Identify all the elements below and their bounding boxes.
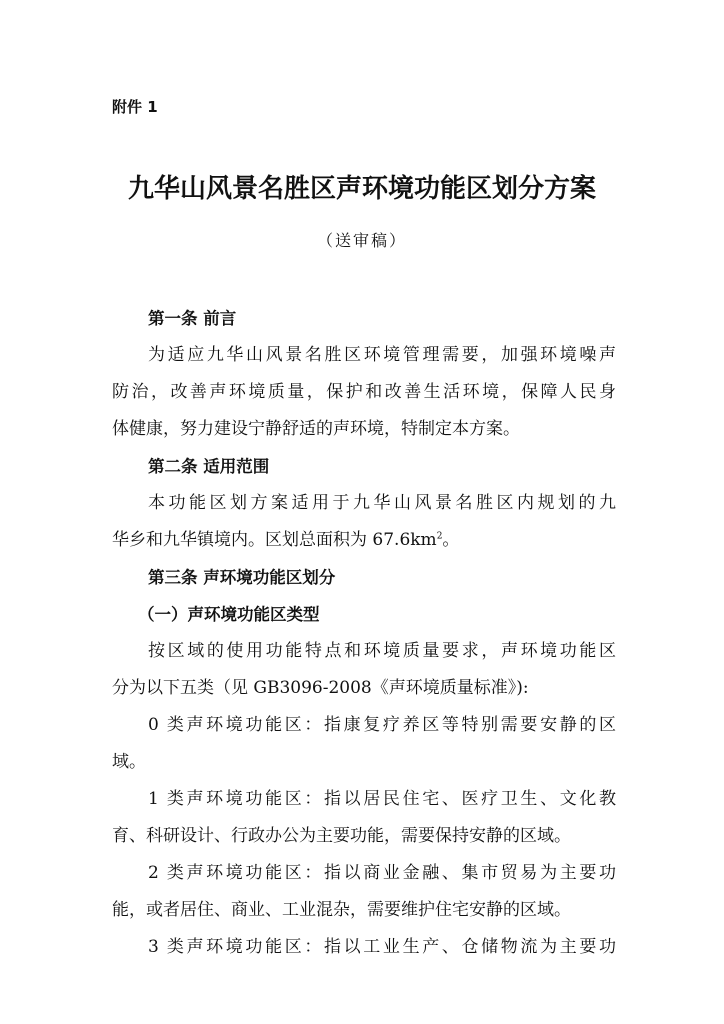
paragraph-line <box>112 522 616 559</box>
paragraph-line: 1 类声环境功能区：指以居民住宅、医疗卫生、文化教 <box>148 789 616 809</box>
document-subtitle: （送审稿） <box>316 231 407 250</box>
paragraph-line: 能，或者居住、商业、工业混杂，需要维护住宅安静的区域。 <box>112 900 571 920</box>
document-title: 九华山风景名胜区声环境功能区划分方案 <box>127 174 596 204</box>
paragraph-line: 防治，改善声环境质量，保护和改善生活环境，保障人民身 <box>112 382 616 402</box>
area-text: 华乡和九华镇境内。区划总面积为 67.6km <box>112 530 437 550</box>
paragraph-line: 体健康，努力建设宁静舒适的声环境，特制定本方案。 <box>112 419 520 439</box>
paragraph-line: 域。 <box>112 752 146 772</box>
paragraph-line: 3 类声环境功能区：指以工业生产、仓储物流为主要功 <box>148 937 616 957</box>
section-heading: 第二条 适用范围 <box>148 457 270 476</box>
paragraph-line: 本功能区划方案适用于九华山风景名胜区内规划的九 <box>148 493 616 513</box>
paragraph-line: 0 类声环境功能区：指康复疗养区等特别需要安静的区 <box>148 715 616 735</box>
attachment-label: 附件 1 <box>112 98 158 116</box>
document-body <box>112 300 616 966</box>
paragraph-line: 分为以下五类（见 GB3096-2008《声环境质量标准》): <box>112 678 529 698</box>
paragraph-line: 按区域的使用功能特点和环境质量要求，声环境功能区 <box>148 641 616 661</box>
paragraph-line: 2 类声环境功能区：指以商业金融、集市贸易为主要功 <box>148 863 616 883</box>
subsection-heading: （一）声环境功能区类型 <box>138 605 320 624</box>
section-heading: 第三条 声环境功能区划分 <box>148 568 336 587</box>
area-unit-superscript: 2 <box>436 531 443 542</box>
paragraph-line: 为适应九华山风景名胜区环境管理需要，加强环境噪声 <box>148 345 616 365</box>
paragraph-line: 育、科研设计、行政办公为主要功能，需要保持安静的区域。 <box>112 826 571 846</box>
area-text-end: 。 <box>442 530 460 550</box>
section-heading: 第一条 前言 <box>148 309 237 328</box>
